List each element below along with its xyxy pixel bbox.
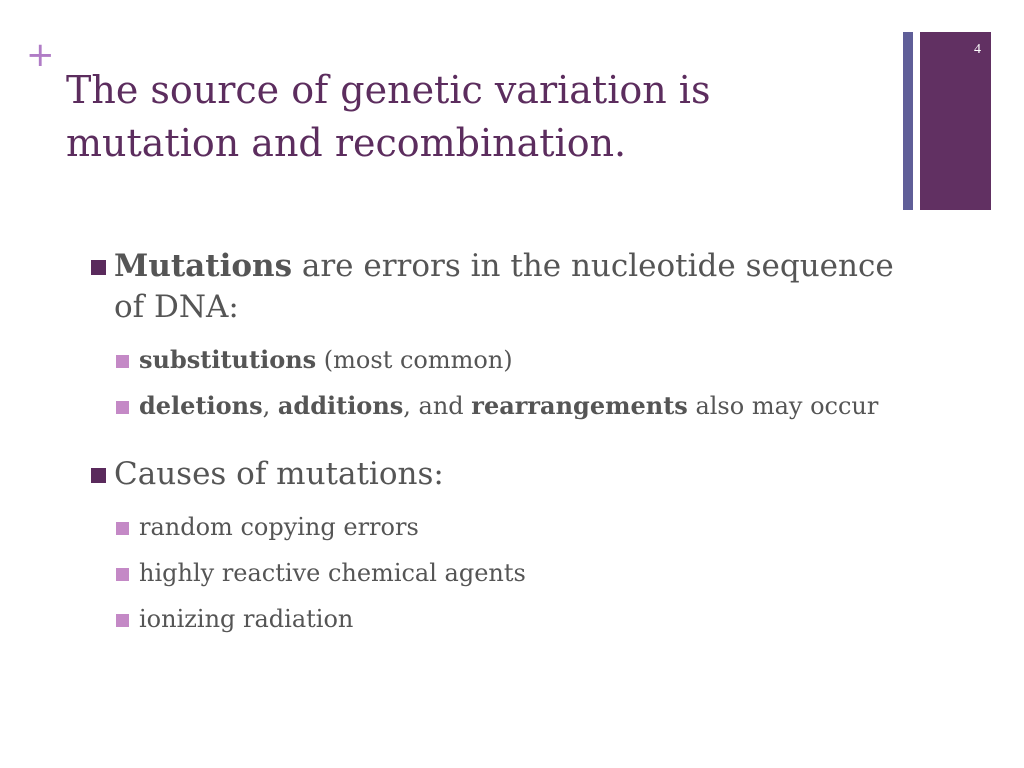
bullet-mutations — [88, 246, 908, 328]
term-additions: additions — [277, 391, 404, 420]
square-bullet-icon — [116, 568, 129, 581]
sub-bullet-cause — [88, 509, 908, 545]
term-deletions: deletions — [139, 391, 263, 420]
plus-icon: + — [26, 35, 55, 75]
square-bullet-icon — [116, 522, 129, 535]
square-bullet-icon — [91, 468, 106, 483]
separator: , and — [403, 392, 472, 420]
slide-title: The source of genetic variation is mutation and recombination. — [66, 68, 711, 165]
mutations-sub-list — [88, 342, 908, 424]
slide-content — [88, 246, 908, 647]
accent-bar-thin — [903, 32, 913, 210]
sub-bullet-cause — [88, 601, 908, 637]
sub-bullet-cause — [88, 555, 908, 591]
bullet-causes — [88, 454, 908, 495]
term-mutations: Mutations — [114, 248, 293, 284]
cause-text: ionizing radiation — [139, 605, 354, 633]
cause-text: random copying errors — [139, 513, 419, 541]
sub-bullet-substitutions — [88, 342, 908, 378]
mutations-definition: are errors in the nucleotide sequence of DNA: — [114, 248, 894, 325]
term-substitutions: substitutions — [139, 345, 317, 374]
square-bullet-icon — [91, 260, 106, 275]
rearrangements-note: also may occur — [687, 392, 879, 420]
substitutions-note: (most common) — [316, 346, 513, 374]
square-bullet-icon — [116, 355, 129, 368]
square-bullet-icon — [116, 401, 129, 414]
cause-text: highly reactive chemical agents — [139, 559, 526, 587]
sub-bullet-deletions-additions — [88, 388, 908, 424]
separator: , — [262, 392, 278, 420]
term-rearrangements: rearrangements — [471, 391, 688, 420]
page-number: 4 — [974, 42, 981, 57]
causes-heading: Causes of mutations: — [114, 456, 444, 492]
causes-sub-list — [88, 509, 908, 637]
accent-bar-thick — [920, 32, 991, 210]
square-bullet-icon — [116, 614, 129, 627]
